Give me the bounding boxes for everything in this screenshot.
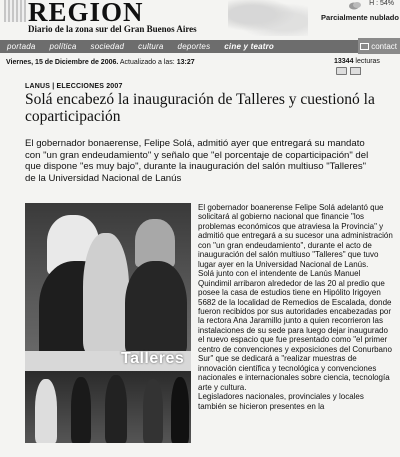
- nav-politica[interactable]: política: [49, 42, 77, 51]
- updated-time: 13:27: [176, 59, 195, 66]
- article-photo[interactable]: [25, 203, 191, 443]
- print-icon[interactable]: [336, 67, 347, 75]
- nav-cine-y-teatro[interactable]: cine y teatro: [224, 42, 275, 51]
- weather-condition: Parcialmente nublado: [321, 13, 399, 22]
- mail-icon: [360, 43, 369, 50]
- photo-banner-text: Talleres: [121, 350, 185, 367]
- read-count-number: 13344: [334, 58, 354, 65]
- nav-cultura[interactable]: cultura: [138, 42, 164, 51]
- dateline: [6, 59, 195, 66]
- date-text: Viernes, 15 de Diciembre de 2006.: [6, 59, 119, 66]
- tagline: Diario de la zona sur del Gran Buenos Aires: [28, 24, 197, 34]
- nav-portada[interactable]: portada: [7, 42, 36, 51]
- body-paragraph-3: Legisladores nacionales, provinciales y locales también se hicieron presentes en la: [198, 392, 364, 411]
- cloud-icon: [348, 0, 362, 10]
- article-lead: El gobernador bonaerense, Felipe Solá, admitió ayer que entregará su mandato con "un gran endeudamiento" y señalo que "el porcentaje de coparticipación" del que dispone "es muy bajo", durante la inauguración del salón multiuso "Talleres" de la Universidad Nacional de Lanús: [25, 138, 369, 184]
- article-body: [198, 203, 394, 411]
- read-count: [334, 58, 380, 65]
- logo-mark: [4, 0, 26, 22]
- humidity-readout: H : 54%: [369, 0, 394, 7]
- article-headline: Solá encabezó la inauguración de Talleres y cuestionó la coparticipación: [25, 91, 375, 125]
- brand-logo[interactable]: REGION: [28, 0, 144, 27]
- section-label: LANUS | ELECCIONES 2007: [25, 83, 123, 90]
- masthead-clouds-image: [228, 0, 308, 36]
- contact-label: contact: [371, 41, 397, 51]
- article-tools: [336, 67, 361, 75]
- nav-sociedad[interactable]: sociedad: [90, 42, 125, 51]
- email-icon[interactable]: [350, 67, 361, 75]
- main-nav: [0, 40, 400, 53]
- body-paragraph-1: El gobernador boanerense Felipe Solá adelantó que solicitará al gobierno nacional que financie "los problemas económicos que atraviesa la Provincia" y admitió que entregará a su sucesor una administración con "un gran endeudamiento", durante el acto de inauguración del salón multiuso "Talleres" que tuvo lugar ayer en la Universidad Nacional de Lanús.: [198, 203, 393, 269]
- read-count-label: lecturas: [355, 58, 380, 65]
- contact-link[interactable]: [358, 38, 400, 54]
- weather-widget: [320, 0, 400, 40]
- nav-deportes[interactable]: deportes: [177, 42, 211, 51]
- body-paragraph-2: Solá junto con el intendente de Lanús Manuel Quindimil arribaron alrededor de las 20 al predio que posee la casa de estudios tiene en Hipólito Irigoyen 5682 de la localidad de Remedios de Escalada, donde fueron recibidos por sus autoridades encabezadas por la rectora Ana Jaramillo junto a quien recorrieron las instalaciones de su sede para luego dejar inaugurado el nuevo espacio que fue presentado como "el primer centro de convenciones y exposiciones del Conurbano Sur" que se dedicará a "realizar muestras de innovación científica y tecnológica y convenciones nacionales e internacionales sobre ciencia, tecnología arte y cultura.: [198, 269, 392, 392]
- updated-label: Actualizado a las:: [119, 59, 175, 66]
